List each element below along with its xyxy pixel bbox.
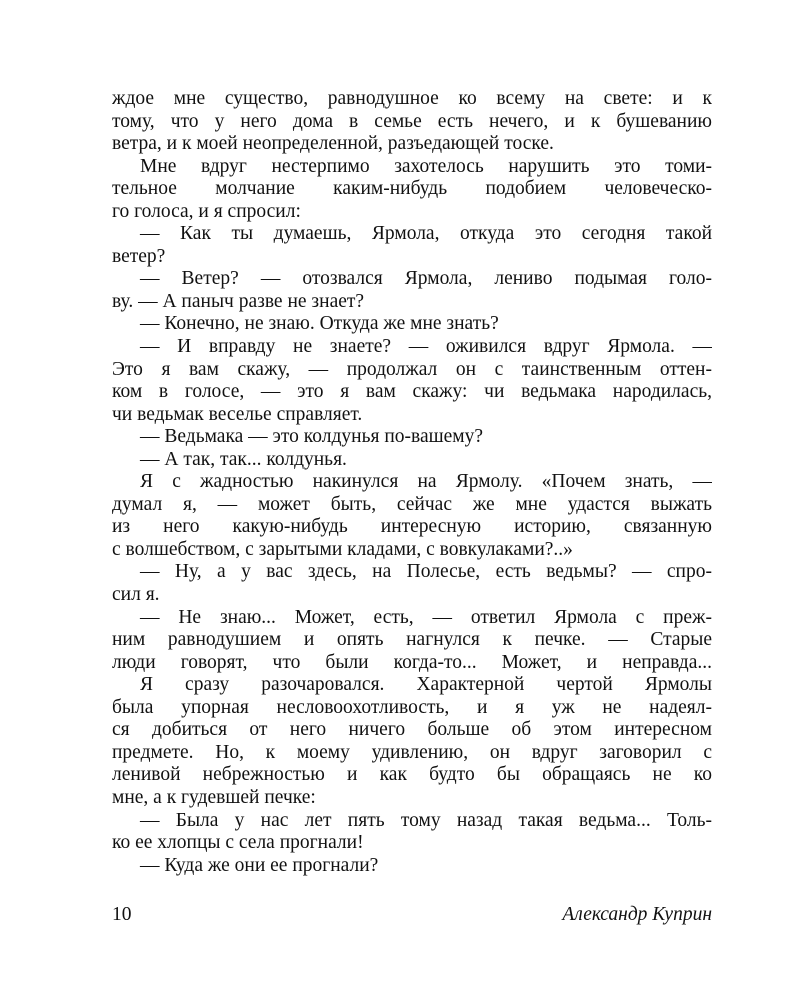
text-line: ветра, и к моей неопределенной, разъедающей тоске. — [112, 133, 554, 155]
text-line: — Конечно, не знаю. Откуда же мне знать? — [140, 313, 499, 335]
text-line: — И вправду не знаете? — оживился вдруг Ярмола. — — [140, 336, 712, 358]
text-line: из него какую-нибудь интересную историю, связанную — [112, 516, 712, 538]
text-line: — Ветер? — отозвался Ярмола, лениво подымая голо- — [140, 268, 712, 290]
text-line: Я сразу разочаровался. Характерной чертой Ярмолы — [140, 674, 712, 696]
text-line: Я с жадностью накинулся на Ярмолу. «Почем знать, — — [140, 471, 712, 493]
text-line: Мне вдруг нестерпимо захотелось нарушить это томи- — [140, 155, 712, 177]
text-line: — А так, так... колдунья. — [140, 448, 347, 470]
text-line: Это я вам скажу, — продолжал он с таинственным оттен- — [112, 358, 712, 380]
text-line: чи ведьмак веселье справляет. — [112, 403, 363, 425]
page-number: 10 — [112, 904, 132, 925]
text-line: ждое мне существо, равнодушное ко всему на свете: и к — [112, 88, 712, 109]
text-line: мне, а к гудевшей печке: — [112, 786, 316, 808]
text-line: ленивой небрежностью и как будто бы обращаясь не ко — [112, 764, 712, 786]
text-line: люди говорят, что были когда-то... Может, и неправда... — [112, 651, 712, 673]
text-line: думал я, — может быть, сейчас же мне удастся выжать — [112, 493, 712, 515]
text-line: предмете. Но, к моему удивлению, он вдруг заговорил с — [112, 741, 712, 763]
text-line: ко ее хлопцы с села прогнали! — [112, 832, 364, 854]
text-line: тому, что у него дома в семье есть нечего, и к бушеванию — [112, 110, 712, 132]
text-line: с волшебством, с зарытыми кладами, с вовкулаками?..» — [112, 538, 573, 560]
text-line: ветер? — [112, 245, 166, 267]
text-line: — Куда же они ее прогнали? — [140, 854, 379, 876]
page-footer — [112, 902, 712, 928]
text-line: — Не знаю... Может, есть, — ответил Ярмола с преж- — [140, 606, 712, 628]
text-line: была упорная несловоохотливость, и я уж не надеял- — [112, 696, 712, 718]
text-line: го голоса, и я спросил: — [112, 200, 301, 222]
text-line: тельное молчание каким-нибудь подобием человеческо- — [112, 178, 712, 200]
text-line: — Была у нас лет пять тому назад такая ведьма... Толь- — [140, 809, 712, 831]
text-line: ву. — А паныч разве не знает? — [112, 290, 365, 312]
text-line: ком в голосе, — это я вам скажу: чи ведьмака народилась, — [112, 381, 712, 403]
running-author: Александр Куприн — [562, 904, 712, 925]
text-line: — Как ты думаешь, Ярмола, откуда это сегодня такой — [140, 223, 712, 245]
text-line: — Ведьмака — это колдунья по-вашему? — [140, 426, 484, 448]
text-line: сил я. — [112, 584, 160, 606]
page-body — [112, 88, 712, 877]
text-line: ся добиться от него ничего больше об этом интересном — [112, 719, 712, 741]
text-line: — Ну, а у вас здесь, на Полесье, есть ведьмы? — спро- — [140, 561, 712, 583]
text-line: ним равнодушием и опять нагнулся к печке. — Старые — [112, 629, 712, 651]
